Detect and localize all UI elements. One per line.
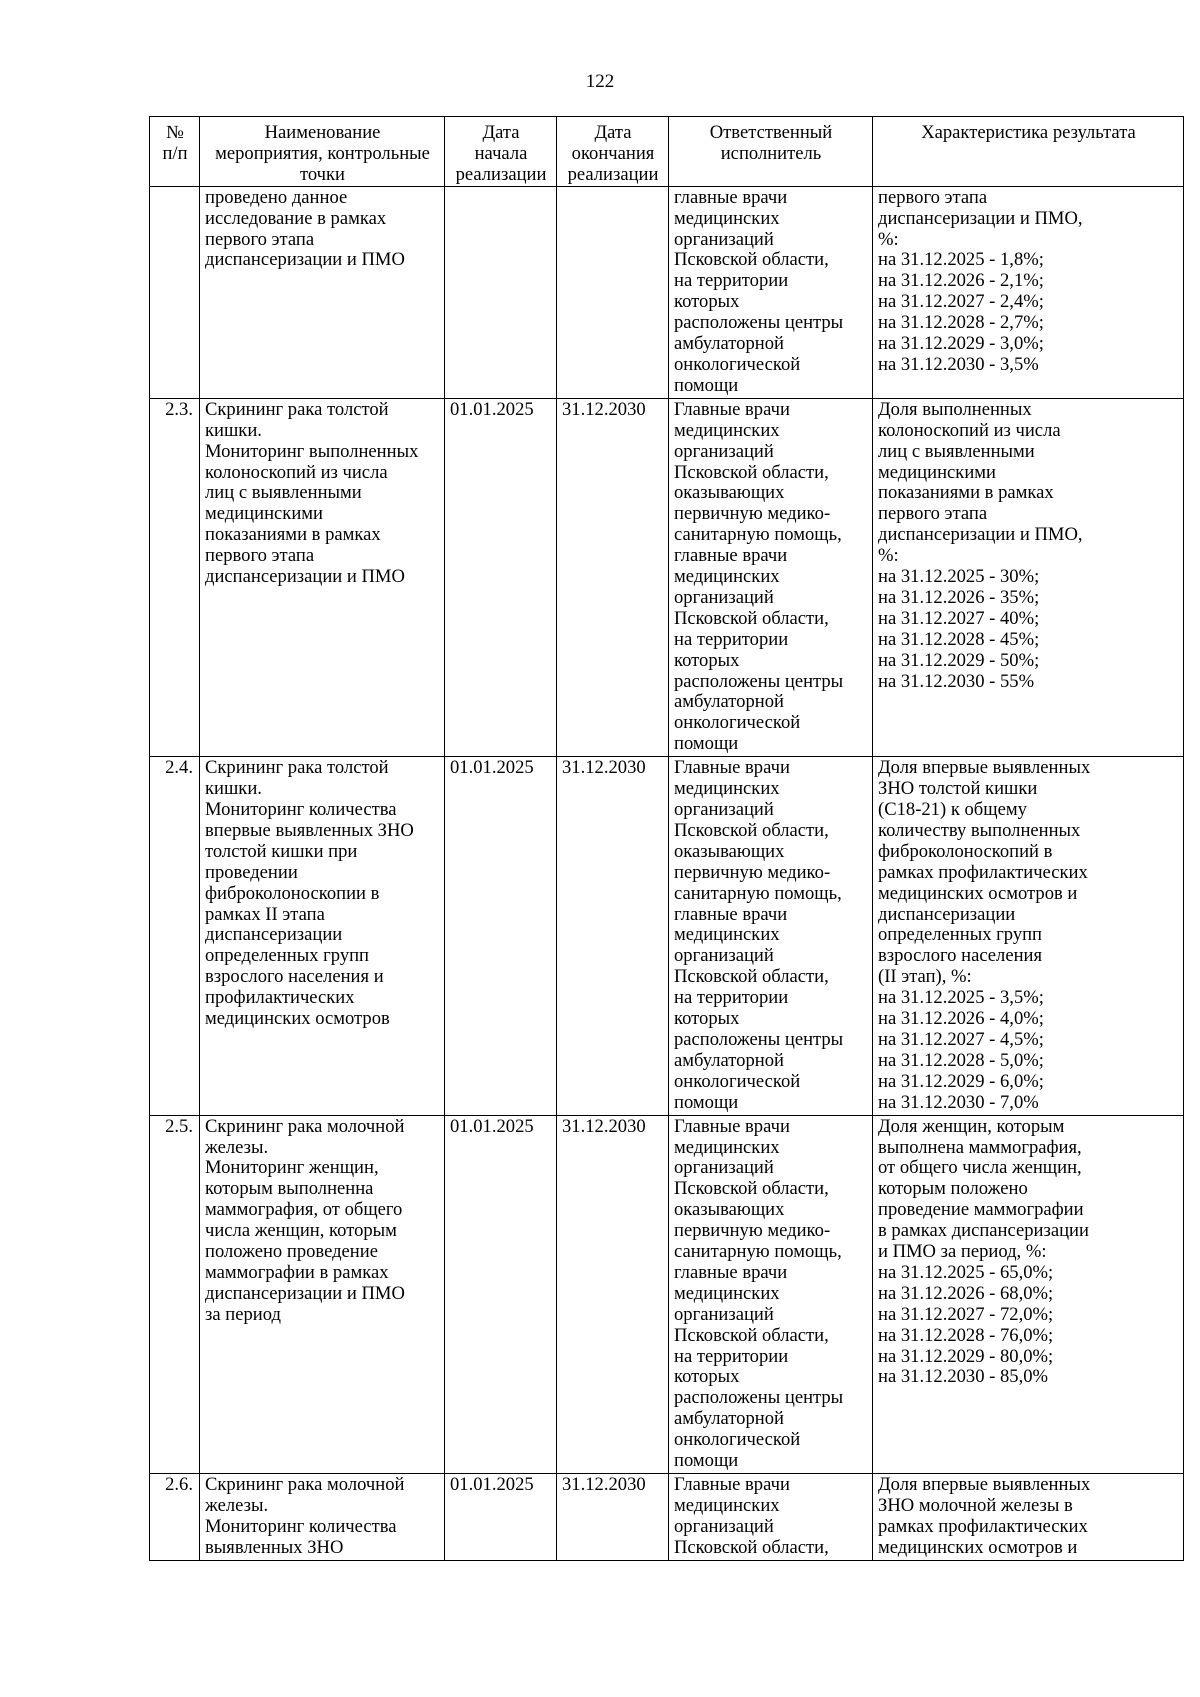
start-date: 01.01.2025 (445, 1474, 557, 1561)
responsible-executor: главные врачи медицинских организаций Псковской области, на территории которых расположены центры амбулаторной онкологической помощи (669, 186, 873, 398)
table-header-row (150, 117, 1184, 187)
row-number: 2.4. (150, 757, 200, 1115)
activities-table (149, 116, 1184, 1561)
responsible-executor: Главные врачи медицинских организаций Псковской области, оказывающих первичную медико- санитарную помощь, главные врачи медицинских организаций Псковской области, на территории которых расположены центры амбулаторной онкологической помощи (669, 1115, 873, 1473)
result-characteristic: Доля женщин, которым выполнена маммография, от общего числа женщин, которым положено проведение маммографии в рамках диспансеризации и ПМО за период, %: на 31.12.2025 - 65,0%; на 31.12.2026 - 68,0%; на 31.12.2027 - 72,0%; на 31.12.2028 - 76,0%; на 31.12.2029 - 80,0%; на 31.12.2030 - 85,0% (873, 1115, 1184, 1473)
start-date: 01.01.2025 (445, 1115, 557, 1473)
row-number: 2.6. (150, 1474, 200, 1561)
row-number: 2.3. (150, 398, 200, 756)
activity-name: Скрининг рака толстой кишки. Мониторинг количества впервые выявленных ЗНО толстой кишки при проведении фиброколоноскопии в рамках II этапа диспансеризации определенных групп взрослого населения и профилактических медицинских осмотров (200, 757, 445, 1115)
responsible-executor: Главные врачи медицинских организаций Псковской области, оказывающих первичную медико- санитарную помощь, главные врачи медицинских организаций Псковской области, на территории которых расположены центры амбулаторной онкологической помощи (669, 757, 873, 1115)
end-date (557, 186, 669, 398)
result-characteristic: Доля впервые выявленных ЗНО толстой кишки (С18-21) к общему количеству выполненных фиброколоноскопий в рамках профилактических медицинских осмотров и диспансеризации определенных групп взрослого населения (II этап), %: на 31.12.2025 - 3,5%; на 31.12.2026 - 4,0%; на 31.12.2027 - 4,5%; на 31.12.2028 - 5,0%; на 31.12.2029 - 6,0%; на 31.12.2030 - 7,0% (873, 757, 1184, 1115)
end-date: 31.12.2030 (557, 398, 669, 756)
start-date: 01.01.2025 (445, 757, 557, 1115)
activity-name: Скрининг рака молочной железы. Мониторинг женщин, которым выполненна маммография, от общего числа женщин, которым положено проведение маммографии в рамках диспансеризации и ПМО за период (200, 1115, 445, 1473)
header-start-date: Дата начала реализации (445, 117, 557, 187)
table-row (150, 1115, 1184, 1473)
result-characteristic: Доля впервые выявленных ЗНО молочной железы в рамках профилактических медицинских осмотров и (873, 1474, 1184, 1561)
table-row (150, 398, 1184, 756)
activity-name: Скрининг рака толстой кишки. Мониторинг выполненных колоноскопий из числа лиц с выявленными медицинскими показаниями в рамках первого этапа диспансеризации и ПМО (200, 398, 445, 756)
end-date: 31.12.2030 (557, 1115, 669, 1473)
end-date: 31.12.2030 (557, 1474, 669, 1561)
result-characteristic: Доля выполненных колоноскопий из числа лиц с выявленными медицинскими показаниями в рамках первого этапа диспансеризации и ПМО, %: на 31.12.2025 - 30%; на 31.12.2026 - 35%; на 31.12.2027 - 40%; на 31.12.2028 - 45%; на 31.12.2029 - 50%; на 31.12.2030 - 55% (873, 398, 1184, 756)
start-date: 01.01.2025 (445, 398, 557, 756)
table-row (150, 757, 1184, 1115)
activity-name: Скрининг рака молочной железы. Мониторинг количества выявленных ЗНО (200, 1474, 445, 1561)
start-date (445, 186, 557, 398)
row-number (150, 186, 200, 398)
page-number: 122 (585, 71, 615, 92)
header-num: № п/п (150, 117, 200, 187)
header-responsible: Ответственный исполнитель (669, 117, 873, 187)
end-date: 31.12.2030 (557, 757, 669, 1115)
header-end-date: Дата окончания реализации (557, 117, 669, 187)
header-result: Характеристика результата (873, 117, 1184, 187)
header-name: Наименование мероприятия, контрольные точки (200, 117, 445, 187)
row-number: 2.5. (150, 1115, 200, 1473)
responsible-executor: Главные врачи медицинских организаций Псковской области, (669, 1474, 873, 1561)
table-row (150, 186, 1184, 398)
result-characteristic: первого этапа диспансеризации и ПМО, %: на 31.12.2025 - 1,8%; на 31.12.2026 - 2,1%; на 31.12.2027 - 2,4%; на 31.12.2028 - 2,7%; на 31.12.2029 - 3,0%; на 31.12.2030 - 3,5% (873, 186, 1184, 398)
activity-name: проведено данное исследование в рамках первого этапа диспансеризации и ПМО (200, 186, 445, 398)
responsible-executor: Главные врачи медицинских организаций Псковской области, оказывающих первичную медико- санитарную помощь, главные врачи медицинских организаций Псковской области, на территории которых расположены центры амбулаторной онкологической помощи (669, 398, 873, 756)
table-row (150, 1474, 1184, 1561)
